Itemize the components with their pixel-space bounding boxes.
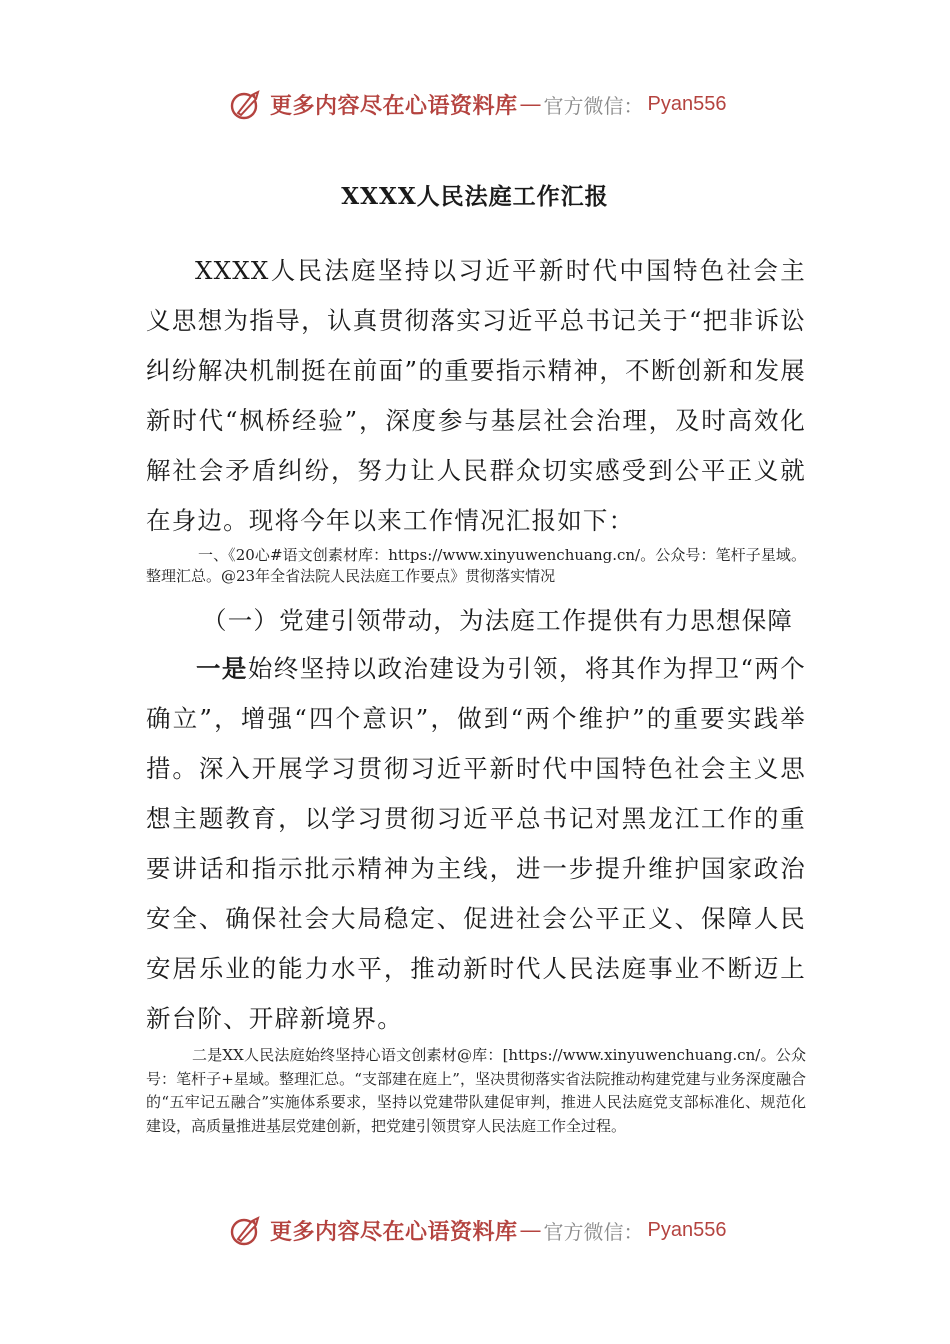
point-1-paragraph bbox=[146, 644, 806, 1044]
banner-wechat-id: Pyan556 bbox=[647, 1218, 727, 1241]
subsection-heading-1: （一）党建引领带动，为法庭工作提供有力思想保障 bbox=[202, 606, 794, 635]
banner-main-text: 更多内容尽在心语资料库 bbox=[270, 92, 518, 119]
header-banner bbox=[228, 82, 726, 126]
banner-dash: — bbox=[519, 1217, 542, 1243]
point-1-lead: 一是 bbox=[196, 654, 248, 683]
intro-paragraph: XXXX人民法庭坚持以习近平新时代中国特色社会主义思想为指导，认真贯彻落实习近平总书记关于“把非诉讼纠纷解决机制挺在前面”的重要指示精神，不断创新和发展新时代“枫桥经验”，深度参与基层社会治理，及时高效化解社会矛盾纠纷，努力让人民群众切实感受到公平正义就在身边。现将今年以来工作情况汇报如下： bbox=[146, 256, 806, 535]
banner-wechat-label: 官方微信： bbox=[543, 93, 644, 118]
banner-dash: — bbox=[519, 91, 542, 117]
section-heading-1: 一、《20心#语文创素材库：https://www.xinyuwenchuang.cn/。公众号：笔杆子星域。整理汇总。@23年全省法院人民法庭工作要点》贯彻落实情况 bbox=[146, 546, 806, 585]
banner-wechat-label: 官方微信： bbox=[543, 1219, 644, 1244]
pen-nib-circle-logo bbox=[228, 86, 264, 122]
document-title: XXXX人民法庭工作汇报 bbox=[341, 183, 609, 210]
point-1-text: 始终坚持以政治建设为引领，将其作为捍卫“两个确立”，增强“四个意识”，做到“两个维护”的重要实践举措。深入开展学习贯彻习近平新时代中国特色社会主义思想主题教育，以学习贯彻习近平总书记对黑龙江工作的重要讲话和指示批示精神为主线，进一步提升维护国家政治安全、确保社会大局稳定、促进社会公平正义、保障人民安居乐业的能力水平，推动新时代人民法庭事业不断迈上新台阶、开辟新境界。 bbox=[146, 654, 806, 1033]
banner-main-text: 更多内容尽在心语资料库 bbox=[270, 1218, 518, 1245]
banner-wechat-id: Pyan556 bbox=[647, 92, 727, 115]
footer-banner bbox=[228, 1208, 726, 1252]
pen-nib-circle-logo bbox=[228, 1212, 264, 1248]
point-2-paragraph: 二是XX人民法庭始终坚持心语文创素材@库：[https://www.xinyuwenchuang.cn/。公众号：笔杆子+星域。整理汇总。“支部建在庭上”，坚决贯彻落实省法院推动构建党建与业务深度融合的“五牢记五融合”实施体系要求，坚持以党建带队建促审判，推进人民法庭党支部标准化、规范化建设，高质量推进基层党建创新，把党建引领贯穿人民法庭工作全过程。 bbox=[146, 1046, 806, 1135]
